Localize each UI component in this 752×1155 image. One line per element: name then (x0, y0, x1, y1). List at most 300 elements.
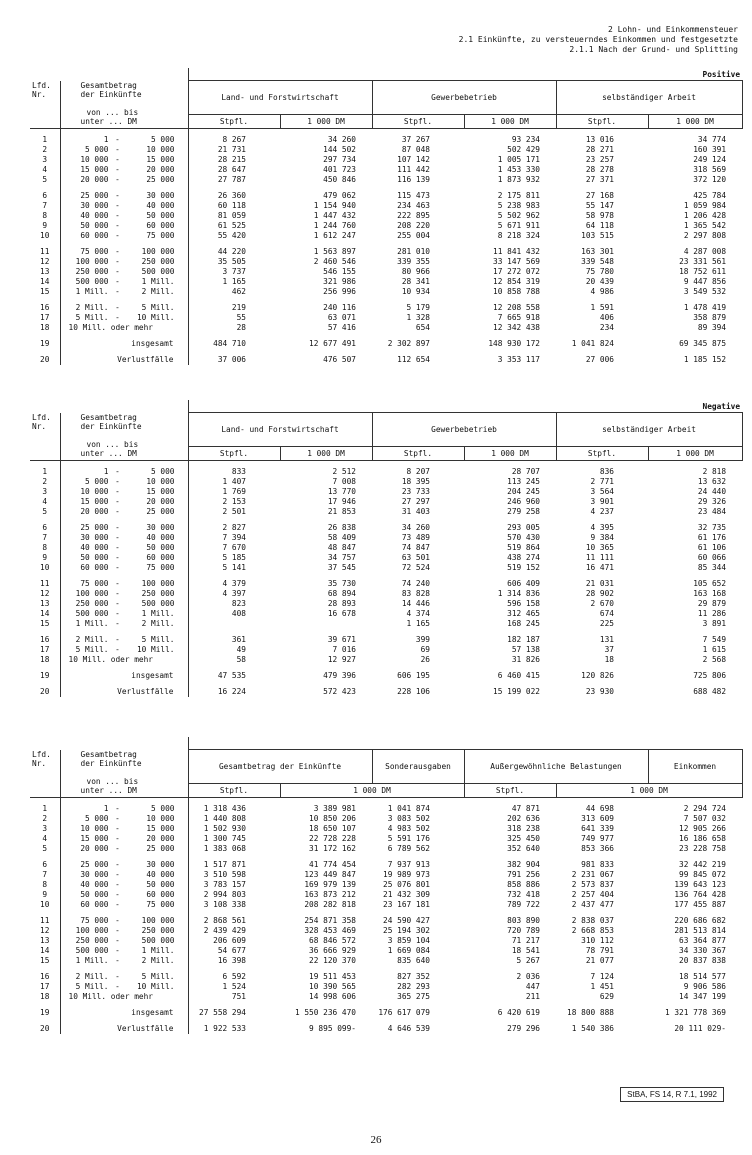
data-cell: 732 418 (507, 890, 540, 899)
data-cell: 406 (599, 313, 614, 322)
table-row (30, 135, 742, 145)
row-number: 4 (30, 497, 60, 507)
income-range: 250 000 - 500 000 (60, 599, 188, 609)
col-header: Stpfl. (556, 115, 648, 129)
data-cell: 789 722 (507, 900, 540, 909)
table-row (30, 645, 742, 655)
data-cell: 328 453 469 (304, 926, 356, 935)
data-cell: 2 771 (590, 477, 614, 486)
data-cell: 27 168 (585, 191, 614, 200)
income-range: 15 000 - 20 000 (60, 834, 188, 844)
data-cell: 6 420 619 (497, 1008, 540, 1017)
data-cell: 21 077 (585, 956, 614, 965)
data-cell: 16 186 658 (679, 834, 726, 843)
data-cell: 169 979 139 (304, 880, 356, 889)
source-footer: StBA, FS 14, R 7.1, 1992 (620, 1087, 724, 1102)
data-cell: 105 652 (693, 579, 727, 588)
data-cell: 123 449 847 (304, 870, 356, 879)
data-cell: 365 275 (397, 992, 430, 1001)
data-cell: 13 770 (327, 487, 356, 496)
data-cell: 2 297 808 (683, 231, 727, 240)
col-header: 1 000 DM (280, 115, 372, 129)
row-label: insgesamt (60, 1008, 188, 1018)
data-cell: 9 895 099- (309, 1024, 356, 1033)
data-cell: 234 463 (397, 201, 430, 210)
data-cell: 4 237 (590, 507, 614, 516)
row-number: 6 (30, 191, 60, 201)
data-cell: 1 407 (222, 477, 246, 486)
col-header: 1 000 DM (280, 447, 372, 461)
data-cell: 54 677 (217, 946, 246, 955)
table-row (30, 671, 742, 681)
data-cell: 6 789 562 (387, 844, 430, 853)
row-number: 8 (30, 880, 60, 890)
table-row (30, 497, 742, 507)
income-range: 40 000 - 50 000 (60, 880, 188, 890)
income-range: 100 000 - 250 000 (60, 926, 188, 936)
data-cell: 16 398 (217, 956, 246, 965)
data-cell: 144 502 (323, 145, 356, 154)
row-number: 5 (30, 844, 60, 854)
data-cell: 749 977 (581, 834, 614, 843)
table-row (30, 543, 742, 553)
data-cell: 63 071 (327, 313, 356, 322)
income-range: 1 - 5 000 (60, 804, 188, 814)
data-cell: 12 677 491 (309, 339, 356, 348)
table-row (30, 267, 742, 277)
data-cell: 1 206 428 (683, 211, 727, 220)
data-cell: 18 541 (511, 946, 540, 955)
section-positive (30, 68, 742, 365)
row-number: 9 (30, 553, 60, 563)
section-title: Negative (188, 400, 742, 413)
row-number: 3 (30, 487, 60, 497)
data-cell: 55 420 (217, 231, 246, 240)
data-cell: 3 901 (590, 497, 614, 506)
row-number: 7 (30, 870, 60, 880)
group-header: Außergewöhnliche Belastungen (464, 750, 648, 784)
row-number: 18 (30, 992, 60, 1002)
data-cell: 21 853 (327, 507, 356, 516)
row-number: 8 (30, 543, 60, 553)
data-cell: 312 465 (507, 609, 540, 618)
income-range: 50 000 - 60 000 (60, 890, 188, 900)
row-number: 2 (30, 814, 60, 824)
data-cell: 479 062 (323, 191, 356, 200)
section-title (188, 737, 742, 750)
data-cell: 1 318 436 (203, 804, 246, 813)
table-row (30, 814, 742, 824)
data-cell: 606 195 (397, 671, 430, 680)
data-cell: 41 774 454 (309, 860, 356, 869)
data-cell: 220 686 682 (674, 916, 726, 925)
data-cell: 32 735 (697, 523, 727, 532)
data-cell: 7 008 (332, 477, 356, 486)
group-header: selbständiger Arbeit (556, 413, 742, 447)
data-cell: 182 187 (507, 635, 540, 644)
data-cell: 73 489 (401, 533, 430, 542)
data-cell: 9 384 (590, 533, 614, 542)
data-cell: 11 841 432 (493, 247, 540, 256)
data-cell: 7 670 (222, 543, 246, 552)
data-cell: 23 167 181 (383, 900, 430, 909)
data-cell: 2 573 837 (571, 880, 614, 889)
data-cell: 48 847 (327, 543, 356, 552)
row-number: 7 (30, 201, 60, 211)
table-row (30, 533, 742, 543)
data-cell: 206 609 (213, 936, 246, 945)
data-cell: 1 165 (222, 277, 246, 286)
table-row (30, 1008, 742, 1018)
data-cell: 12 905 266 (679, 824, 726, 833)
table-row (30, 870, 742, 880)
data-cell: 5 179 (406, 303, 430, 312)
row-number: 11 (30, 579, 60, 589)
data-cell: 23 733 (401, 487, 430, 496)
col-header: Stpfl. (372, 115, 464, 129)
group-header: Sonderausgaben (372, 750, 464, 784)
income-range: 5 000 - 10 000 (60, 477, 188, 487)
data-cell: 339 355 (397, 257, 430, 266)
income-range: 15 000 - 20 000 (60, 165, 188, 175)
header-line-2: 2.1 Einkünfte, zu versteuerndes Einkommen und festgesetzte (458, 35, 738, 44)
data-cell: 7 016 (332, 645, 356, 654)
table-row (30, 339, 742, 349)
table-row (30, 553, 742, 563)
row-number: 7 (30, 533, 60, 543)
data-cell: 225 (599, 619, 614, 628)
data-cell: 318 238 (507, 824, 540, 833)
data-cell: 240 116 (323, 303, 356, 312)
data-cell: 858 886 (507, 880, 540, 889)
data-cell: 107 142 (397, 155, 430, 164)
table-row (30, 247, 742, 257)
data-cell: 72 524 (401, 563, 430, 572)
data-cell: 222 895 (397, 211, 430, 220)
row-label: Verlustfälle (60, 1024, 188, 1034)
data-cell: 281 513 814 (674, 926, 726, 935)
data-cell: 58 409 (327, 533, 356, 542)
row-number: 20 (30, 1024, 60, 1034)
data-cell: 3 083 502 (387, 814, 430, 823)
data-cell: 2 827 (222, 523, 246, 532)
income-range: 500 000 - 1 Mill. (60, 946, 188, 956)
income-range: 50 000 - 60 000 (60, 221, 188, 231)
row-number: 15 (30, 619, 60, 629)
table-row (30, 926, 742, 936)
data-cell: 2 175 811 (497, 191, 540, 200)
data-cell: 60 118 (217, 201, 246, 210)
income-range: 75 000 - 100 000 (60, 579, 188, 589)
data-cell: 310 112 (581, 936, 614, 945)
data-cell: 835 640 (397, 956, 430, 965)
row-number: 15 (30, 956, 60, 966)
data-cell: 5 502 962 (497, 211, 540, 220)
data-cell: 13 632 (697, 477, 727, 486)
data-cell: 7 665 918 (497, 313, 540, 322)
data-cell: 1 300 745 (203, 834, 246, 843)
income-range-header: Gesamtbetrag der Einkünfte von ... bis unter ... DM (60, 81, 188, 129)
data-cell: 37 006 (217, 355, 246, 364)
data-cell: 19 989 973 (383, 870, 430, 879)
data-cell: 2 439 429 (203, 926, 246, 935)
data-cell: 7 394 (222, 533, 246, 542)
data-cell: 39 671 (327, 635, 356, 644)
table-row (30, 880, 742, 890)
data-cell: 28 278 (585, 165, 614, 174)
row-number: 2 (30, 145, 60, 155)
data-cell: 57 138 (511, 645, 540, 654)
table-row (30, 467, 742, 477)
data-cell: 9 906 586 (683, 982, 726, 991)
data-cell: 74 240 (401, 579, 430, 588)
row-number: 3 (30, 824, 60, 834)
data-cell: 19 511 453 (309, 972, 356, 981)
row-number: 9 (30, 221, 60, 231)
data-cell: 2 838 037 (571, 916, 614, 925)
row-number: 16 (30, 303, 60, 313)
data-cell: 1 165 (406, 619, 430, 628)
col-header: Stpfl. (188, 784, 280, 798)
data-cell: 425 784 (693, 191, 727, 200)
data-cell: 18 752 611 (679, 267, 727, 276)
data-cell: 1 540 386 (571, 1024, 614, 1033)
data-cell: 2 512 (332, 467, 356, 476)
table-row (30, 507, 742, 517)
group-header: selbständiger Arbeit (556, 81, 742, 115)
section-totals (30, 737, 742, 1034)
data-cell: 35 730 (327, 579, 356, 588)
data-cell: 34 330 367 (679, 946, 726, 955)
table-row (30, 972, 742, 982)
row-number: 18 (30, 655, 60, 665)
data-cell: 69 (420, 645, 430, 654)
income-range: 250 000 - 500 000 (60, 936, 188, 946)
row-number: 5 (30, 175, 60, 185)
row-label: Verlustfälle (60, 687, 188, 697)
row-number: 6 (30, 523, 60, 533)
table-row (30, 635, 742, 645)
row-number: 17 (30, 982, 60, 992)
income-range: 30 000 - 40 000 (60, 201, 188, 211)
row-number: 1 (30, 467, 60, 477)
data-cell: 75 780 (585, 267, 614, 276)
income-range: 100 000 - 250 000 (60, 589, 188, 599)
data-cell: 234 (599, 323, 614, 332)
data-cell: 282 293 (397, 982, 430, 991)
data-cell: 31 403 (401, 507, 430, 516)
data-cell: 572 423 (323, 687, 356, 696)
row-label: Verlustfälle (60, 355, 188, 365)
lfd-nr-header: Lfd. Nr. (30, 750, 60, 798)
data-cell: 3 108 338 (203, 900, 246, 909)
data-cell: 751 (231, 992, 246, 1001)
data-cell: 372 120 (693, 175, 727, 184)
income-range: 1 Mill. - 2 Mill. (60, 956, 188, 966)
data-cell: 34 774 (697, 135, 727, 144)
group-header: Gewerbebetrieb (372, 413, 556, 447)
col-header: Stpfl. (372, 447, 464, 461)
data-cell: 26 838 (327, 523, 356, 532)
data-cell: 21 031 (585, 579, 614, 588)
income-range-header: Gesamtbetrag der Einkünfte von ... bis unter ... DM (60, 413, 188, 461)
data-cell: 21 432 309 (383, 890, 430, 899)
data-cell: 399 (415, 635, 430, 644)
data-cell: 12 927 (327, 655, 356, 664)
group-header: Land- und Forstwirtschaft (188, 413, 372, 447)
data-cell: 14 347 199 (679, 992, 726, 1001)
row-number: 10 (30, 900, 60, 910)
data-cell: 2 818 (702, 467, 727, 476)
income-range: 50 000 - 60 000 (60, 553, 188, 563)
data-cell: 36 666 929 (309, 946, 356, 955)
data-cell: 28 (236, 323, 246, 332)
data-cell: 26 360 (217, 191, 246, 200)
data-cell: 28 215 (217, 155, 246, 164)
data-cell: 85 344 (697, 563, 727, 572)
data-cell: 1 365 542 (683, 221, 727, 230)
row-number: 9 (30, 890, 60, 900)
income-range: 25 000 - 30 000 (60, 860, 188, 870)
data-cell: 112 654 (397, 355, 430, 364)
income-range-header: Gesamtbetrag der Einkünfte von ... bis unter ... DM (60, 750, 188, 798)
data-cell: 208 282 818 (304, 900, 356, 909)
table-row (30, 956, 742, 966)
row-label: 10 Mill. oder mehr (60, 655, 188, 665)
data-cell: 37 545 (327, 563, 356, 572)
data-cell: 827 352 (397, 972, 430, 981)
data-cell: 279 258 (507, 507, 540, 516)
data-cell: 352 640 (507, 844, 540, 853)
data-cell: 136 764 428 (674, 890, 726, 899)
data-cell: 519 864 (507, 543, 540, 552)
row-number: 19 (30, 1008, 60, 1018)
data-cell: 256 996 (323, 287, 356, 296)
data-cell: 204 245 (507, 487, 540, 496)
data-cell: 2 257 404 (571, 890, 614, 899)
data-cell (188, 619, 280, 629)
income-range: 10 000 - 15 000 (60, 487, 188, 497)
group-header: Land- und Forstwirtschaft (188, 81, 372, 115)
data-cell: 139 643 123 (674, 880, 726, 889)
table-row (30, 313, 742, 323)
data-cell: 6 592 (222, 972, 246, 981)
data-cell: 26 (420, 655, 430, 664)
income-range: 100 000 - 250 000 (60, 257, 188, 267)
data-cell: 177 455 887 (674, 900, 726, 909)
data-cell: 27 558 294 (199, 1008, 246, 1017)
data-cell: 55 (236, 313, 246, 322)
data-cell: 836 (599, 467, 614, 476)
section-title: Positive (188, 68, 742, 81)
table-row (30, 936, 742, 946)
income-range: 2 Mill. - 5 Mill. (60, 635, 188, 645)
data-cell: 115 473 (397, 191, 430, 200)
data-cell: 1 517 871 (203, 860, 246, 869)
table-row (30, 824, 742, 834)
row-number: 11 (30, 247, 60, 257)
header-line-1: 2 Lohn- und Einkommensteuer (607, 25, 738, 34)
data-cell: 16 471 (585, 563, 614, 572)
data-cell: 339 548 (581, 257, 614, 266)
row-number: 10 (30, 231, 60, 241)
data-cell: 981 833 (581, 860, 614, 869)
col-header: 1 000 DM (464, 447, 556, 461)
data-cell: 10 858 788 (493, 287, 540, 296)
row-number: 19 (30, 671, 60, 681)
table-row (30, 579, 742, 589)
data-cell: 31 826 (511, 655, 540, 664)
data-cell: 8 207 (406, 467, 430, 476)
data-cell: 58 978 (585, 211, 614, 220)
income-range: 40 000 - 50 000 (60, 543, 188, 553)
income-range: 60 000 - 75 000 (60, 900, 188, 910)
data-cell: 853 366 (581, 844, 614, 853)
data-cell: 28 341 (401, 277, 430, 286)
table-row (30, 165, 742, 175)
data-cell: 5 141 (222, 563, 246, 572)
col-header: Stpfl. (188, 115, 280, 129)
data-cell: 1 453 330 (497, 165, 540, 174)
data-cell: 37 267 (401, 135, 430, 144)
income-range: 5 Mill. - 10 Mill. (60, 982, 188, 992)
data-cell: 23 484 (697, 507, 727, 516)
income-range: 25 000 - 30 000 (60, 191, 188, 201)
data-cell: 34 260 (327, 135, 356, 144)
table-row (30, 145, 742, 155)
data-cell: 833 (231, 467, 246, 476)
data-cell: 2 670 (590, 599, 614, 608)
data-cell: 297 734 (323, 155, 356, 164)
data-cell: 1 769 (222, 487, 246, 496)
data-cell: 321 986 (323, 277, 356, 286)
data-cell: 12 854 319 (493, 277, 540, 286)
income-range: 5 000 - 10 000 (60, 145, 188, 155)
data-cell: 1 321 778 369 (664, 1008, 726, 1017)
row-number: 20 (30, 355, 60, 365)
data-cell: 22 120 370 (309, 956, 356, 965)
data-cell: 3 353 117 (497, 355, 540, 364)
data-cell: 163 301 (581, 247, 614, 256)
data-cell: 20 837 838 (679, 956, 726, 965)
data-cell: 1 447 432 (313, 211, 356, 220)
income-range: 1 Mill. - 2 Mill. (60, 619, 188, 629)
data-cell: 34 260 (401, 523, 430, 532)
page-number: 26 (370, 1134, 382, 1146)
data-cell: 1 478 419 (683, 303, 727, 312)
data-cell: 1 669 084 (387, 946, 430, 955)
data-cell: 3 783 157 (203, 880, 246, 889)
data-cell: 629 (599, 992, 614, 1001)
data-cell: 4 374 (406, 609, 430, 618)
data-cell: 279 296 (507, 1024, 540, 1033)
data-cell: 23 257 (585, 155, 614, 164)
data-cell: 81 059 (217, 211, 246, 220)
income-range: 500 000 - 1 Mill. (60, 277, 188, 287)
data-cell: 3 564 (590, 487, 614, 496)
data-cell: 1 563 897 (313, 247, 356, 256)
data-cell: 1 041 874 (387, 804, 430, 813)
data-cell: 24 590 427 (383, 916, 430, 925)
table-row (30, 804, 742, 814)
table-row (30, 191, 742, 201)
data-cell: 11 286 (697, 609, 727, 618)
table-row (30, 211, 742, 221)
data-cell: 28 893 (327, 599, 356, 608)
table-row (30, 916, 742, 926)
data-cell: 93 234 (511, 135, 540, 144)
table-row (30, 523, 742, 533)
